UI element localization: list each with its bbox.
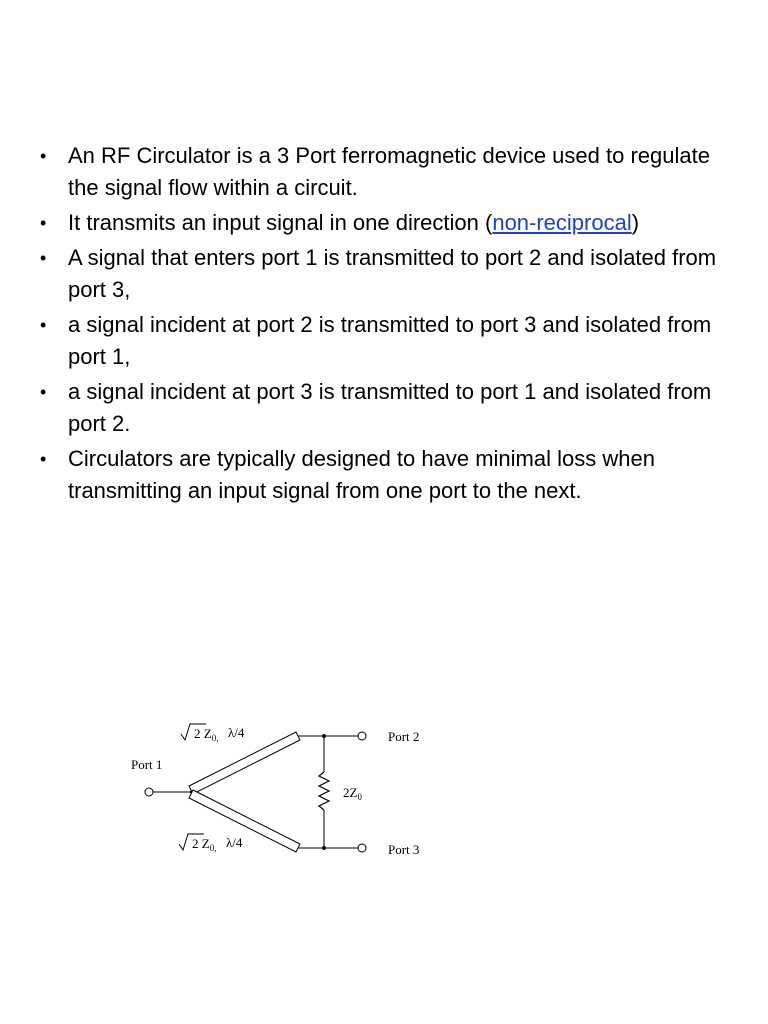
port-3-label: Port 3 (388, 842, 420, 857)
port-2-terminal (358, 732, 366, 740)
resistor-label: $2Z_0$ (343, 785, 362, 802)
bullet-text-1: An RF Circulator is a 3 Port ferromagnetic device used to regulate the signal flow within a circuit. (68, 143, 710, 200)
bullet-dot: • (40, 146, 47, 166)
top-line-length: λ/4 (228, 725, 245, 740)
bullet-list (40, 140, 740, 510)
bullet-dot: • (40, 382, 47, 402)
bullet-dot: • (40, 248, 47, 268)
bottom-line-length: λ/4 (226, 835, 243, 850)
power-divider-circuit (126, 716, 436, 866)
bullet-text-5: a signal incident at port 3 is transmitted to port 1 and isolated from port 2. (68, 379, 712, 436)
bullet-dot: • (40, 315, 47, 335)
non-reciprocal-link[interactable]: non-reciprocal (492, 210, 632, 235)
port-2-label: Port 2 (388, 729, 420, 744)
bullet-dot: • (40, 213, 47, 233)
port-1-label: Port 1 (131, 757, 163, 772)
bullet-item-6 (40, 443, 740, 507)
bullet-item-3 (40, 242, 740, 306)
port-3-terminal (358, 844, 366, 852)
bullet-item-5 (40, 376, 740, 440)
top-line-label (181, 724, 245, 743)
bullet-text-6: Circulators are typically designed to have minimal loss when transmitting an input signal from one port to the next. (68, 446, 655, 503)
bullet-item-2 (40, 207, 740, 239)
bullet-text-2-post: ) (631, 210, 640, 235)
top-line-impedance: 2 $Z_{0,}$ (194, 726, 219, 743)
bullet-text-2-pre: It transmits an input signal in one direction ( (68, 210, 493, 235)
bottom-line-label (179, 834, 243, 853)
bullet-dot: • (40, 449, 47, 469)
bullet-text-4: a signal incident at port 2 is transmitted to port 3 and isolated from port 1, (68, 312, 712, 369)
bottom-line-impedance: 2 $Z_{0,}$ (192, 836, 217, 853)
top-transmission-line (189, 732, 300, 794)
bullet-item-1 (40, 140, 740, 204)
port-1-terminal (145, 788, 153, 796)
bullet-item-4 (40, 309, 740, 373)
bullet-text-3: A signal that enters port 1 is transmitted to port 2 and isolated from port 3, (68, 245, 717, 302)
resistor-zigzag (319, 772, 329, 810)
